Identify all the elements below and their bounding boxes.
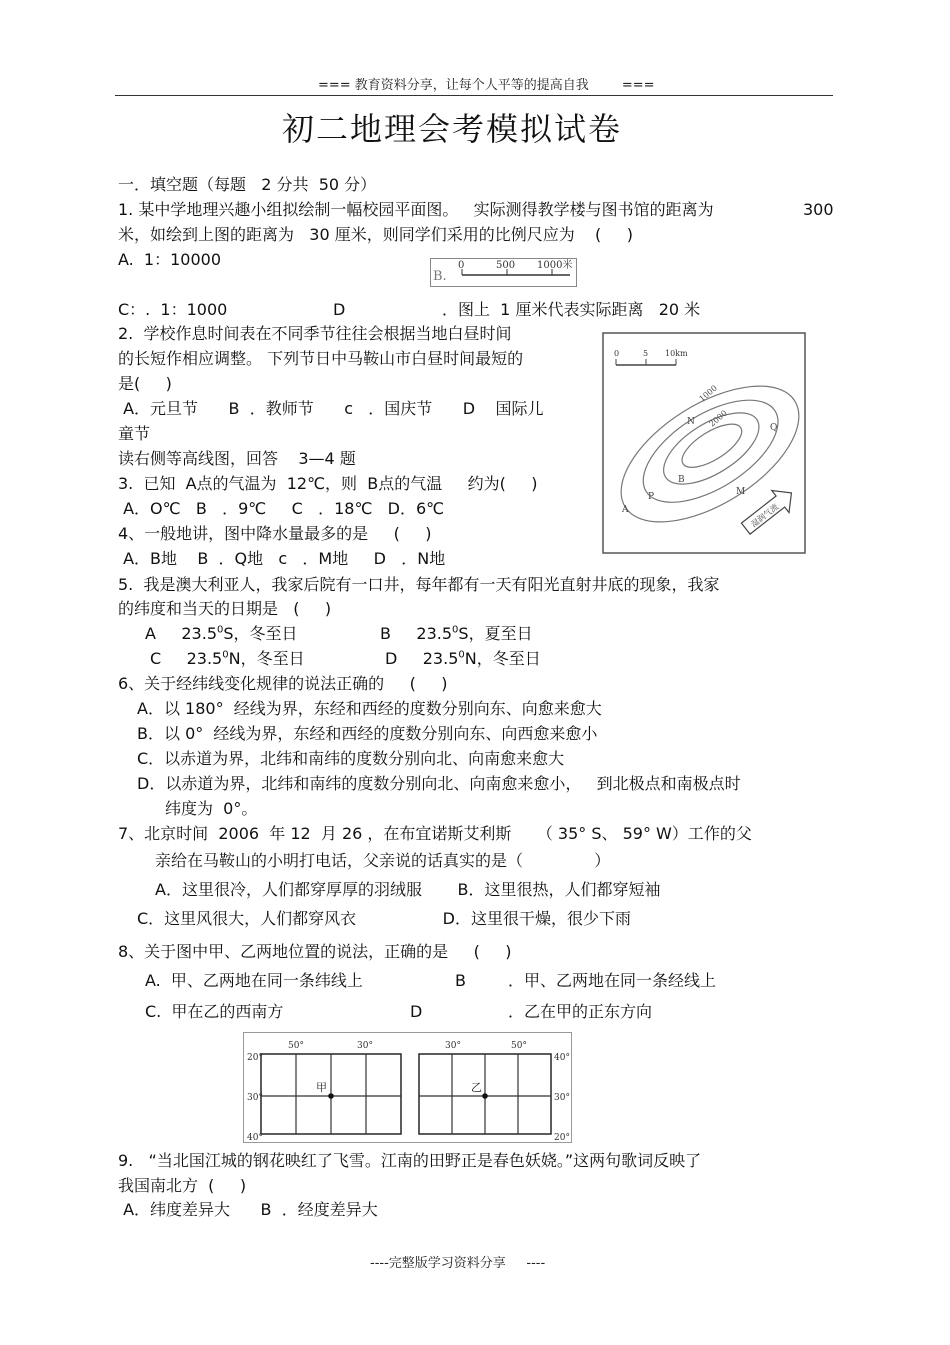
contour-map-frame — [603, 333, 805, 553]
grid-figure — [243, 1032, 573, 1144]
q8-option-d-letter: D — [410, 1002, 423, 1021]
scale-label-500: 500 — [496, 260, 516, 271]
humid-airflow-label: 湿润气流 — [749, 502, 781, 530]
q6-line1: 6、关于经纬线变化规律的说法正确的 ( ) — [118, 674, 448, 693]
q8-option-a: A. 甲、乙两地在同一条纬线上 — [145, 971, 363, 990]
place-jia: 甲 — [316, 1081, 327, 1094]
grid-left-lon-2: 30° — [357, 1041, 373, 1051]
grid-right-lat-bot: 20° — [554, 1133, 570, 1143]
q8-line1: 8、关于图中甲、乙两地位置的说法，正确的是 ( ) — [118, 942, 512, 961]
q6-option-c: C．以赤道为界，北纬和南纬的度数分别向北、向南愈来愈大 — [137, 749, 565, 768]
scale-label-1000: 1000米 — [537, 260, 573, 271]
scale-bar-figure — [430, 258, 578, 288]
q5-line1: 5. 我是澳大利亚人，我家后院有一口井，每年都有一天有阳光直射井底的现象，我家 — [118, 575, 720, 594]
grid-left-lat-mid: 30° — [247, 1093, 263, 1103]
point-a: A — [622, 505, 629, 515]
q6-option-b: B．以 0° 经线为界，东经和西经的度数分别向东、向西愈来愈小 — [137, 724, 598, 743]
q9-options: A．纬度差异大 B ．经度差异大 — [118, 1200, 378, 1219]
q5-option-b: B 23.5$^0$S，夏至日 — [380, 624, 533, 643]
q2-line2: 的长短作相应调整。 下列节日中马鞍山市白昼时间最短的 — [118, 349, 524, 368]
point-m: M — [736, 487, 746, 497]
header-rule — [115, 95, 833, 96]
q1-option-d-letter: D — [333, 300, 346, 319]
q1-option-a: A. 1：10000 — [118, 250, 222, 269]
point-jia-dot — [328, 1093, 334, 1099]
q8-option-b-letter: B — [455, 971, 466, 990]
q7-options-cd: C．这里风很大，人们都穿风衣 D．这里很干燥，很少下雨 — [137, 909, 631, 928]
q2-options: A．元旦节 B ．教师节 c ．国庆节 D 国际儿 — [118, 399, 544, 418]
contour-map — [602, 332, 806, 554]
read-prompt-q3-4: 读右侧等高线图，回答 3—4 题 — [118, 449, 356, 468]
scale-label-0: 0 — [458, 260, 465, 271]
q5-option-a: A 23.5$^0$S，冬至日 — [145, 624, 298, 643]
q5-line2: 的纬度和当天的日期是 ( ) — [118, 599, 332, 618]
q1-line1: 1. 某中学地理兴趣小组拟绘制一幅校园平面图。 实际测得教学楼与图书馆的距离为 — [118, 200, 714, 219]
contour-scale-0: 0 — [614, 349, 620, 358]
q1-option-d-text: ．图上 1 厘米代表实际距离 20 米 — [442, 300, 701, 319]
contour-scale-5: 5 — [643, 349, 649, 358]
q6-option-a: A．以 180° 经线为界，东经和西经的度数分别向东、向愈来愈大 — [137, 699, 602, 718]
grid-right-lat-top: 40° — [554, 1053, 570, 1063]
grid-right-lon-2: 50° — [511, 1041, 527, 1051]
place-yi: 乙 — [471, 1081, 482, 1094]
scale-option-b: B. — [433, 269, 447, 284]
point-b: B — [678, 475, 685, 485]
page-title: 初二地理会考模拟试卷 — [282, 110, 623, 148]
grid-left-lat-bot: 40° — [247, 1133, 263, 1143]
section-heading: 一．填空题（每题 2 分共 50 分） — [118, 175, 377, 194]
contour-label-1000: 1000 — [697, 383, 719, 404]
q3-options: A．O℃ B ．9℃ C ．18℃ D．6℃ — [118, 499, 445, 518]
q7-line1: 7、北京时间 2006 年 12 月 26 ，在布宜诺斯艾利斯 （ 35° S、 59° W）工作的父 — [118, 824, 752, 843]
q6-option-d: D．以赤道为界，北纬和南纬的度数分别向北、向南愈来愈小， 到北极点和南极点时 — [137, 774, 741, 793]
q4-line1: 4、一般地讲，图中降水量最多的是 ( ) — [118, 524, 432, 543]
grid-right-lon-1: 30° — [445, 1041, 461, 1051]
contour-label-2000: 2000 — [707, 408, 729, 429]
q8-option-b-text: ．甲、乙两地在同一条经线上 — [508, 971, 717, 990]
q2-line3: 是( ) — [118, 374, 172, 393]
q5-option-d: D 23.5$^0$N，冬至日 — [385, 649, 541, 668]
page-footer: ----完整版学习资料分享 ---- — [370, 1256, 546, 1271]
q9-line1: 9. “当北国江城的钢花映红了飞雪。江南的田野正是春色妖娆。”这两句歌词反映了 — [118, 1151, 702, 1170]
grid-left-lat-top: 20° — [247, 1053, 263, 1063]
grid-left-lon-1: 50° — [288, 1041, 304, 1051]
q2-line5: 童节 — [118, 424, 151, 443]
q5-option-c: C 23.5$^0$N，冬至日 — [150, 649, 305, 668]
point-q: Q — [770, 423, 778, 433]
q7-options-ab: A．这里很冷，人们都穿厚厚的羽绒服 B．这里很热，人们都穿短袖 — [155, 880, 661, 899]
point-n: N — [687, 417, 695, 427]
q2-line1: 2. 学校作息时间表在不同季节往往会根据当地白昼时间 — [118, 324, 512, 343]
point-p: P — [648, 492, 655, 502]
q1-line2: 米，如绘到上图的距离为 30 厘米，则同学们采用的比例尺应为 ( ) — [118, 225, 633, 244]
q4-options: A．B地 B ．Q地 c ．M地 D ．N地 — [118, 549, 446, 568]
q3-line1: 3. 已知 A点的气温为 12℃，则 B点的气温 约为( ) — [118, 474, 538, 493]
page-header: === 教育资料分享，让每个人平等的提高自我 === — [318, 78, 655, 93]
q6-option-d-cont: 纬度为 0°。 — [165, 799, 258, 818]
q9-line2: 我国南北方 ( ) — [118, 1176, 247, 1195]
q8-option-d-text: ．乙在甲的正东方向 — [508, 1002, 653, 1021]
q1-option-c: C：. 1：1000 — [118, 300, 228, 319]
grid-right-lat-mid: 30° — [554, 1093, 570, 1103]
q8-option-c: C. 甲在乙的西南方 — [145, 1002, 284, 1021]
q1-line1-value: 300 — [803, 200, 834, 219]
q7-line2: 亲给在马鞍山的小明打电话，父亲说的话真实的是（ ） — [155, 851, 611, 870]
point-yi-dot — [482, 1093, 488, 1099]
contour-scale-10: 10km — [665, 349, 688, 358]
